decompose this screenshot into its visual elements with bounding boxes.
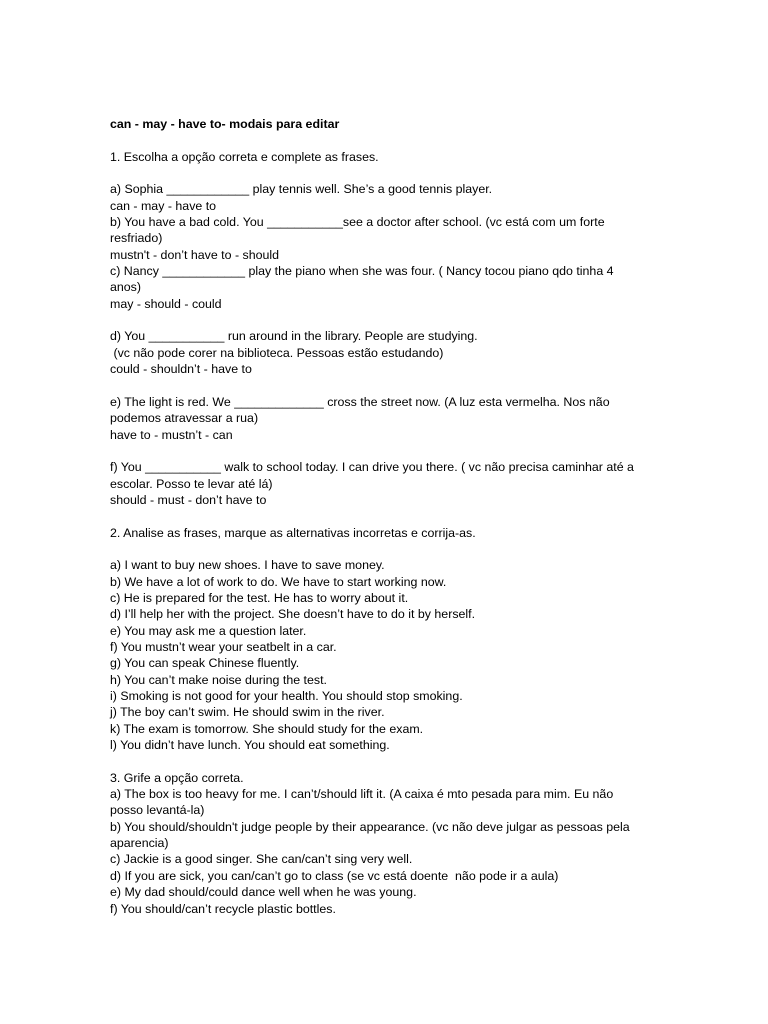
list-item: a) The box is too heavy for me. I can’t/should lift it. (A caixa é mto pesada para mim. Eu não [110, 787, 614, 802]
section-1-heading: 1. Escolha a opção correta e complete as frases. [110, 149, 379, 164]
section-2-heading: 2. Analise as frases, marque as alternativas incorretas e corrija-as. [110, 525, 476, 540]
list-item: c) Jackie is a good singer. She can/can’t sing very well. [110, 852, 413, 867]
spacer [110, 753, 670, 769]
list-item: d) If you are sick, you can/can’t go to class (se vc está doente não pode ir a aula) [110, 868, 559, 883]
exercise-1e-sentence: e) The light is red. We _____________ cross the street now. (A luz esta vermelha. Nos não [110, 394, 610, 409]
spacer [110, 132, 670, 148]
list-item: i) Smoking is not good for your health. You should stop smoking. [110, 689, 463, 704]
exercise-1b-options: mustn't - don’t have to - should [110, 247, 280, 262]
list-item: e) You may ask me a question later. [110, 623, 307, 638]
exercise-1f-sentence: f) You ___________ walk to school today. I can drive you there. ( vc não precisa caminhar até a [110, 460, 634, 475]
list-item: posso levantá-la) [110, 803, 205, 818]
list-item: j) The boy can’t swim. He should swim in the river. [110, 705, 385, 720]
exercise-1b-sentence: b) You have a bad cold. You ___________see a doctor after school. (vc está com um forte [110, 215, 605, 230]
exercise-1f-sentence-cont: escolar. Posso te levar até lá) [110, 476, 273, 491]
exercise-1d-sentence: d) You ___________ run around in the library. People are studying. [110, 329, 478, 344]
list-item: c) He is prepared for the test. He has to worry about it. [110, 590, 409, 605]
list-item: b) You should/shouldn't judge people by their appearance. (vc não deve julgar as pessoas pela [110, 819, 630, 834]
exercise-1e-options: have to - mustn’t - can [110, 427, 233, 442]
spacer [110, 378, 670, 394]
list-item: f) You should/can’t recycle plastic bottles. [110, 901, 336, 916]
spacer [110, 541, 670, 557]
list-item: l) You didn’t have lunch. You should eat something. [110, 738, 390, 753]
exercise-1c-sentence: c) Nancy ____________ play the piano when she was four. ( Nancy tocou piano qdo tinha 4 [110, 264, 614, 279]
document-title: can - may - have to- modais para editar [110, 117, 340, 131]
exercise-1d-translation: (vc não pode corer na biblioteca. Pessoas estão estudando) [110, 345, 444, 360]
list-item: h) You can’t make noise during the test. [110, 672, 327, 687]
list-item: aparencia) [110, 836, 169, 851]
exercise-1d-options: could - shouldn’t - have to [110, 362, 252, 377]
exercise-1a-options: can - may - have to [110, 198, 217, 213]
list-item: e) My dad should/could dance well when he was young. [110, 885, 417, 900]
list-item: a) I want to buy new shoes. I have to save money. [110, 558, 385, 573]
list-item: g) You can speak Chinese fluently. [110, 656, 300, 671]
list-item: b) We have a lot of work to do. We have to start working now. [110, 574, 447, 589]
list-item: f) You mustn’t wear your seatbelt in a car. [110, 640, 337, 654]
spacer [110, 165, 670, 181]
section-3-heading: 3. Grife a opção correta. [110, 770, 244, 785]
list-item: d) I’ll help her with the project. She doesn’t have to do it by herself. [110, 607, 476, 622]
exercise-1e-sentence-cont: podemos atravessar a rua) [110, 411, 259, 426]
exercise-1a-sentence: a) Sophia ____________ play tennis well. She’s a good tennis player. [110, 182, 493, 197]
exercise-1b-sentence-cont: resfriado) [110, 231, 163, 246]
exercise-1c-sentence-cont: anos) [110, 280, 141, 295]
list-item: k) The exam is tomorrow. She should study for the exam. [110, 721, 424, 736]
spacer [110, 443, 670, 459]
exercise-1f-options: should - must - don’t have to [110, 492, 267, 507]
exercise-1c-options: may - should - could [110, 296, 222, 311]
spacer [110, 312, 670, 328]
spacer [110, 508, 670, 524]
document-body [110, 116, 670, 917]
